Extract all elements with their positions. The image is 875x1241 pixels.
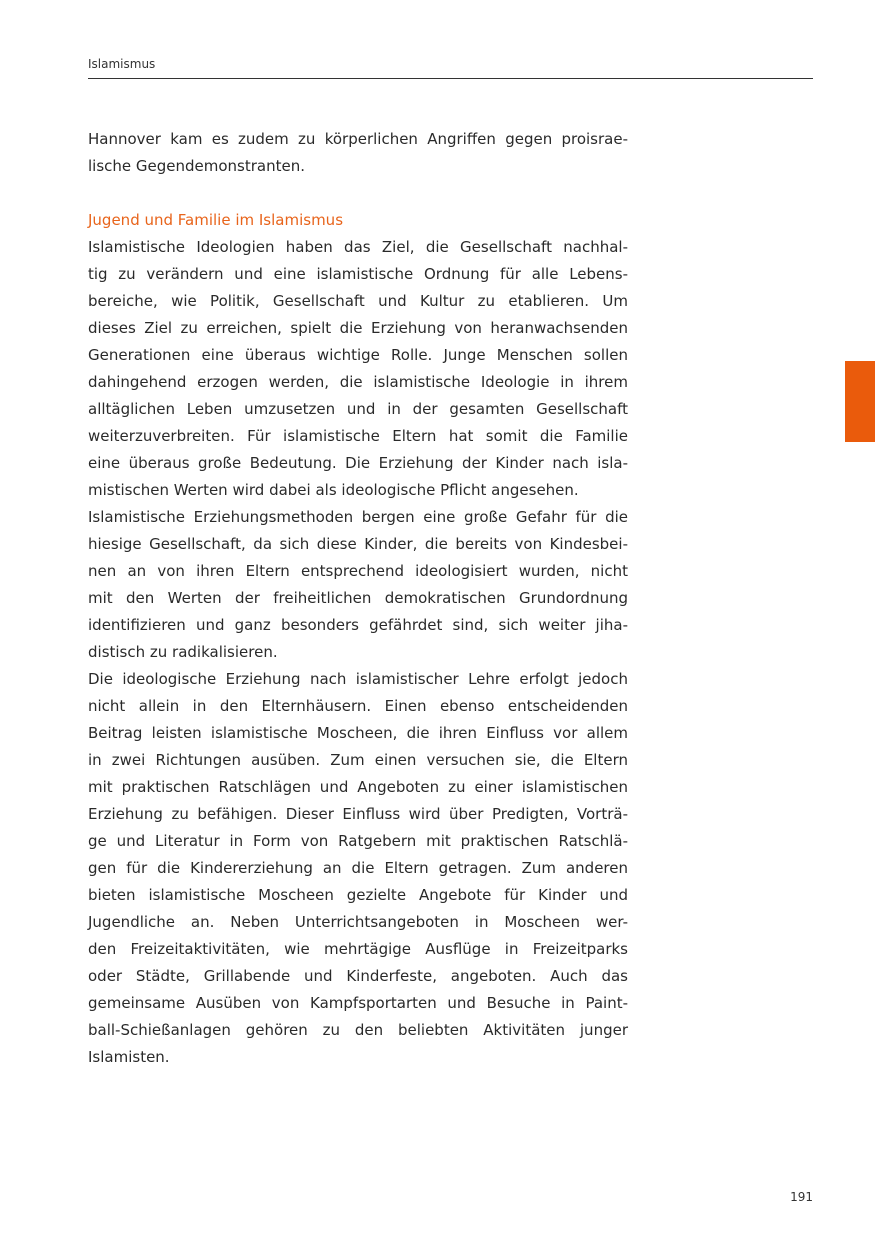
text-line: Islamistische Ideologien haben das Ziel, die Gesellschaft nachhal- — [88, 238, 628, 256]
text-line: Islamistische Erziehungsmethoden bergen eine große Gefahr für die — [88, 508, 628, 526]
page-number: 191 — [790, 1190, 813, 1204]
text-line: Die ideologische Erziehung nach islamistischer Lehre erfolgt jedoch — [88, 670, 628, 688]
paragraph-intro — [88, 126, 628, 180]
section-heading: Jugend und Familie im Islamismus — [88, 211, 344, 229]
text-line: distisch zu radikalisieren. — [88, 643, 278, 661]
text-line: Jugendliche an. Neben Unterrichtsangeboten in Moscheen wer- — [88, 913, 628, 931]
body-text — [88, 126, 628, 1071]
paragraph-moscheen — [88, 666, 628, 1071]
text-line: tig zu verändern und eine islamistische Ordnung für alle Lebens- — [88, 265, 628, 283]
text-line: dahingehend erzogen werden, die islamistische Ideologie in ihrem — [88, 373, 628, 391]
text-line: gemeinsame Ausüben von Kampfsportarten und Besuche in Paint- — [88, 994, 628, 1012]
text-line: Hannover kam es zudem zu körperlichen Angriffen gegen proisrae- — [88, 130, 628, 148]
text-line: lische Gegendemonstranten. — [88, 157, 306, 175]
text-line: mit den Werten der freiheitlichen demokratischen Grundordnung — [88, 589, 628, 607]
text-line: gen für die Kindererziehung an die Eltern getragen. Zum anderen — [88, 859, 628, 877]
section-jugend-familie — [88, 207, 628, 504]
text-line: dieses Ziel zu erreichen, spielt die Erziehung von heranwachsenden — [88, 319, 628, 337]
header-rule — [88, 78, 813, 79]
text-line: mit praktischen Ratschlägen und Angeboten zu einer islamistischen — [88, 778, 628, 796]
text-line: bieten islamistische Moscheen gezielte Angebote für Kinder und — [88, 886, 628, 904]
paragraph-erziehungsmethoden — [88, 504, 628, 666]
text-line: weiterzuverbreiten. Für islamistische Eltern hat somit die Familie — [88, 427, 628, 445]
text-line: oder Städte, Grillabende und Kinderfeste, angeboten. Auch das — [88, 967, 628, 985]
paragraph-gap — [88, 180, 628, 207]
text-line: eine überaus große Bedeutung. Die Erziehung der Kinder nach isla- — [88, 454, 628, 472]
text-line: ge und Literatur in Form von Ratgebern mit praktischen Ratschlä- — [88, 832, 628, 850]
text-line: Beitrag leisten islamistische Moscheen, die ihren Einfluss vor allem — [88, 724, 628, 742]
text-line: hiesige Gesellschaft, da sich diese Kinder, die bereits von Kindesbei- — [88, 535, 628, 553]
text-line: nicht allein in den Elternhäusern. Einen ebenso entscheidenden — [88, 697, 628, 715]
text-line: bereiche, wie Politik, Gesellschaft und Kultur zu etablieren. Um — [88, 292, 628, 310]
text-line: Erziehung zu befähigen. Dieser Einfluss wird über Predigten, Vorträ- — [88, 805, 628, 823]
text-line: mistischen Werten wird dabei als ideologische Pflicht angesehen. — [88, 481, 579, 499]
text-line: Islamisten. — [88, 1048, 170, 1066]
text-line: Generationen eine überaus wichtige Rolle. Junge Menschen sollen — [88, 346, 628, 364]
text-line: den Freizeitaktivitäten, wie mehrtägige Ausflüge in Freizeitparks — [88, 940, 628, 958]
text-line: alltäglichen Leben umzusetzen und in der gesamten Gesellschaft — [88, 400, 628, 418]
text-line: in zwei Richtungen ausüben. Zum einen versuchen sie, die Eltern — [88, 751, 628, 769]
text-line: nen an von ihren Eltern entsprechend ideologisiert wurden, nicht — [88, 562, 628, 580]
text-line: identifizieren und ganz besonders gefährdet sind, sich weiter jiha- — [88, 616, 628, 634]
side-tab-marker — [845, 361, 875, 442]
running-header: Islamismus — [88, 57, 156, 71]
text-line: ball-Schießanlagen gehören zu den beliebten Aktivitäten junger — [88, 1021, 628, 1039]
